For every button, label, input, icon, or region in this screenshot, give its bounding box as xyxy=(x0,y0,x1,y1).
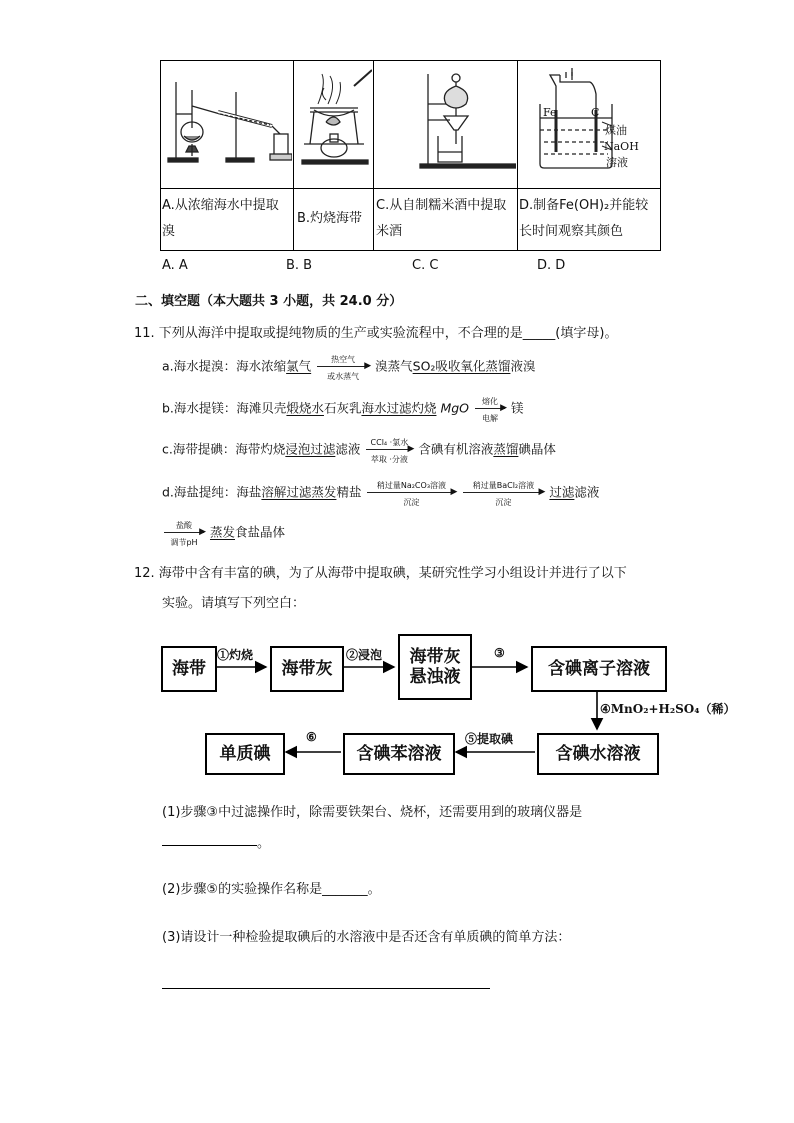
flow-box-iodine-water: 含碘水溶液 xyxy=(537,733,659,775)
fe-label: Fe xyxy=(543,106,557,119)
q12-stem-line2: 实验。请填写下列空白： xyxy=(162,596,306,611)
oil-label: 煤油 xyxy=(605,124,627,137)
flow-box-seaweed: 海带 xyxy=(161,646,217,692)
caption-d: D.制备Fe(OH)₂并能较 长时间观察其颜色 xyxy=(519,198,649,239)
caption-b: B.灼烧海带 xyxy=(297,211,363,226)
q12-sub1-blank[interactable] xyxy=(162,845,257,846)
option-c[interactable]: C. C xyxy=(412,258,439,273)
flow-step-4: ④MnO₂+H₂SO₄（稀） xyxy=(600,702,736,716)
q11-option-d: d.海盐提纯：海盐溶解过滤蒸发精盐 稍过量Na₂CO₃溶液 ▶ 沉淀 稍过量BaCl₂溶液 ▶ 沉淀 过滤滤液 xyxy=(162,481,600,507)
q11-option-c: c.海带提碘：海带灼烧浸泡过滤滤液 CCl₄ ·氯水 ▶ 萃取 ·分液 含碘有机溶液蒸馏碘晶体 xyxy=(162,438,556,464)
q12-sub1-period: 。 xyxy=(257,836,271,851)
q12-sub3: (3)请设计一种检验提取碘后的水溶液中是否还含有单质碘的简单方法： xyxy=(162,930,571,945)
caption-a: A.从浓缩海水中提取 溴 xyxy=(162,198,279,239)
flow-box-seaweed-ash: 海带灰 xyxy=(270,646,344,692)
q11-option-d-cont: 盐酸 ▶ 调节pH 蒸发食盐晶体 xyxy=(162,522,285,544)
flow-box-ash-suspension: 海带灰 悬浊液 xyxy=(398,634,472,700)
flow-step-5: ⑤提取碘 xyxy=(465,732,514,746)
flow-step-2: ②浸泡 xyxy=(346,648,383,662)
option-b[interactable]: B. B xyxy=(286,258,313,273)
q12-sub2: (2)步骤⑤的实验操作名称是_______。 xyxy=(162,882,381,897)
flow-step-6: ⑥ xyxy=(306,730,317,744)
solution-label: 溶液 xyxy=(606,156,628,169)
flow-box-iodine: 单质碘 xyxy=(205,733,285,775)
section-header: 二、填空题（本大题共 3 小题，共 24.0 分） xyxy=(135,294,403,309)
flow-step-3: ③ xyxy=(494,646,505,660)
q11-option-b: b.海水提镁：海滩贝壳煅烧水石灰乳海水过滤灼烧 MgO 熔化 ▶ 电解 镁 xyxy=(162,397,524,423)
q12-stem-line1: 12. 海带中含有丰富的碘，为了从海带中提取碘，某研究性学习小组设计并进行了以下 xyxy=(134,566,627,581)
flow-box-iodide-solution: 含碘离子溶液 xyxy=(531,646,667,692)
q12-sub1: (1)步骤③中过滤操作时，除需要铁架台、烧杯，还需要用到的玻璃仪器是 xyxy=(162,805,583,820)
option-d[interactable]: D. D xyxy=(537,258,566,273)
q11-stem: 11. 下列从海洋中提取或提纯物质的生产或实验流程中，不合理的是_____(填字母)。 xyxy=(134,326,618,341)
caption-c: C.从自制糯米酒中提取 米酒 xyxy=(376,198,507,239)
q12-sub3-answer-line[interactable] xyxy=(162,988,490,989)
q11-option-a: a.海水提溴：海水浓缩氯气 热空气 ▶ 或水蒸气 溴蒸气SO₂吸收氧化蒸馏液溴 xyxy=(162,355,536,381)
flow-box-iodine-benzene: 含碘苯溶液 xyxy=(343,733,455,775)
c-label: C xyxy=(591,106,600,119)
flow-step-1: ①灼烧 xyxy=(217,648,254,662)
naoh-label: NaOH xyxy=(604,140,639,153)
option-a[interactable]: A. A xyxy=(162,258,188,273)
